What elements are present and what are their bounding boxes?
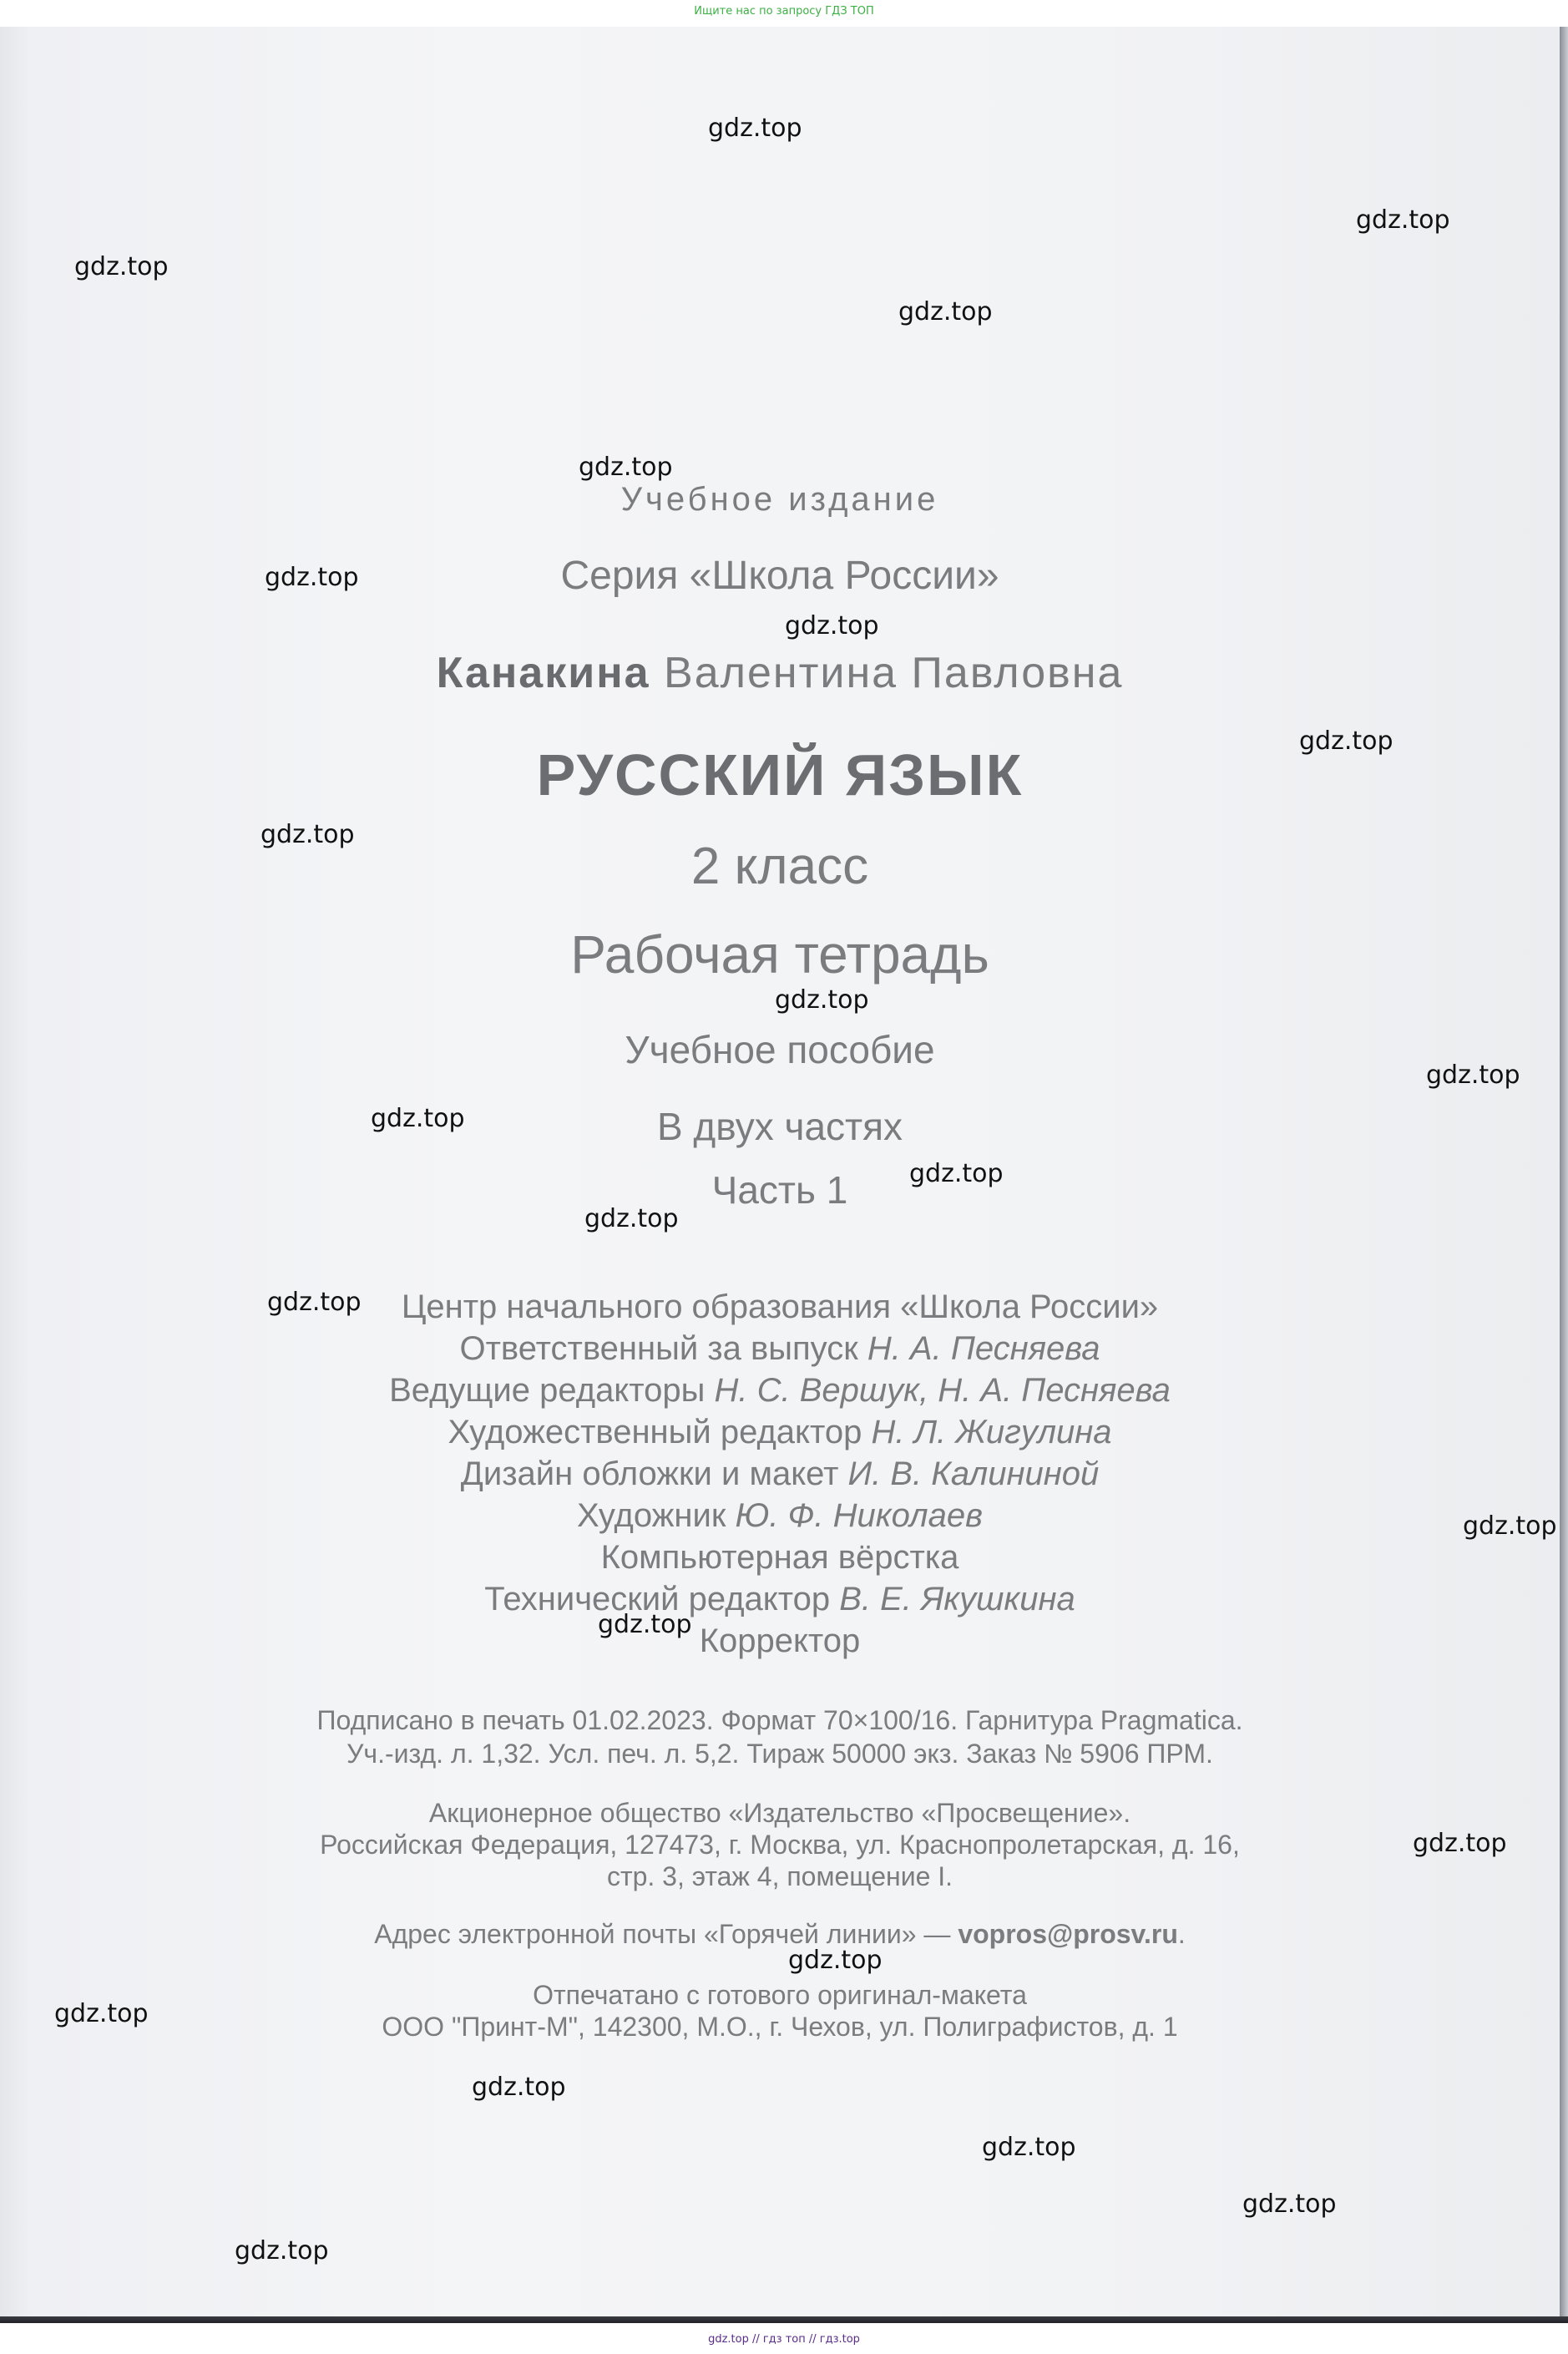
author [0,648,1560,698]
credit-row [0,1495,1560,1536]
credit-name: Н. Л. Жигулина [871,1414,1112,1450]
watermark: gdz.top [708,114,802,143]
guide-label: Учебное пособие [625,1028,935,1071]
credit-row [0,1328,1560,1369]
credit-row [0,1536,1560,1578]
credit-name: Н. А. Песняева [867,1330,1100,1367]
author-name: Валентина Павловна [664,649,1124,697]
book-page [0,27,1560,2316]
watermark: gdz.top [371,1104,465,1133]
watermark: gdz.top [1426,1061,1520,1090]
credit-row [0,1453,1560,1495]
watermark: gdz.top [775,985,869,1015]
publisher-info [0,1797,1560,1892]
credit-role: Художник [577,1497,726,1534]
credit-row [0,1411,1560,1453]
watermark: gdz.top [788,1946,883,1975]
imprint-line: Уч.-изд. л. 1,32. Усл. печ. л. 5,2. Тираж 50000 экз. Заказ № 5906 ПРМ. [346,1739,1213,1769]
series-title: Серия «Школа России» [560,554,999,598]
publisher-line: Российская Федерация, 127473, г. Москва, ул. Краснопролетарская, д. 16, [320,1830,1240,1860]
part-label: Часть 1 [711,1168,848,1212]
watermark: gdz.top [1299,726,1393,756]
imprint [0,1703,1560,1770]
watermark: gdz.top [1463,1511,1557,1541]
watermark: gdz.top [267,1288,362,1317]
credit-name: Ю. Ф. Николаев [735,1497,983,1534]
watermark: gdz.top [1356,205,1450,235]
watermark: gdz.top [579,453,673,482]
parts-label: В двух частях [656,1105,903,1148]
email-suffix: . [1177,1919,1186,1949]
credit-role: Корректор [699,1622,861,1659]
watermark: gdz.top [74,252,169,281]
footer-text: gdz.top // гдз топ // гдз.top [708,2333,860,2346]
printer-line: Отпечатано с готового оригинал-макета [533,1980,1027,2010]
watermark: gdz.top [260,820,355,849]
watermark: gdz.top [898,297,993,327]
watermark: gdz.top [265,563,359,592]
watermark: gdz.top [909,1159,1004,1188]
top-banner [0,0,1568,27]
watermark: gdz.top [235,2236,329,2265]
credit-role: Ведущие редакторы [389,1372,706,1409]
banner-text: Ищите нас по запросу ГДЗ ТОП [694,5,874,18]
watermark: gdz.top [785,611,879,640]
page-right-edge [1560,27,1568,2316]
credit-name: В. Е. Якушкина [839,1581,1075,1617]
publisher-line: Акционерное общество «Издательство «Просвещение». [428,1798,1131,1828]
publisher-line: стр. 3, этаж 4, помещение I. [606,1861,953,1891]
hotline-email [0,1917,1560,1951]
credits [0,1286,1560,1662]
credit-role: Художественный редактор [448,1414,862,1450]
credit-row [0,1578,1560,1620]
credit-name: Н. С. Вершук, Н. А. Песняева [714,1372,1171,1409]
page-bottom-edge [0,2316,1568,2323]
grade: 2 класс [690,838,869,895]
printer-line: ООО "Принт-М", 142300, М.О., г. Чехов, ул. Полиграфистов, д. 1 [382,2012,1178,2042]
credit-row [0,1620,1560,1662]
credit-role: Дизайн обложки и макет [460,1455,839,1492]
watermark: gdz.top [598,1610,692,1639]
email-address: vopros@prosv.ru [958,1919,1178,1949]
credit-row [0,1369,1560,1411]
watermark: gdz.top [584,1204,679,1233]
watermark: gdz.top [1242,2189,1337,2219]
subject-title: РУССКИЙ ЯЗЫК [536,742,1024,807]
email-prefix: Адрес электронной почты «Горячей линии» — [374,1919,959,1949]
book-type: Рабочая тетрадь [570,924,989,985]
watermark: gdz.top [472,2073,566,2102]
bottom-footer [0,2323,1568,2354]
edition-label: Учебное издание [620,481,939,518]
credit-row [0,1286,1560,1328]
imprint-line: Подписано в печать 01.02.2023. Формат 70×100/16. Гарнитура Pragmatica. [316,1705,1243,1735]
credit-role: Центр начального образования «Школа России» [401,1288,1159,1325]
author-surname: Канакина [436,649,650,697]
watermark: gdz.top [54,1999,149,2028]
watermark: gdz.top [1413,1829,1507,1858]
credit-name: И. В. Калининой [847,1455,1100,1492]
printer-info [0,1979,1560,2043]
credit-role: Ответственный за выпуск [459,1330,858,1367]
credit-role: Технический редактор [484,1581,831,1617]
credit-role: Компьютерная вёрстка [600,1539,959,1576]
watermark: gdz.top [982,2133,1076,2162]
